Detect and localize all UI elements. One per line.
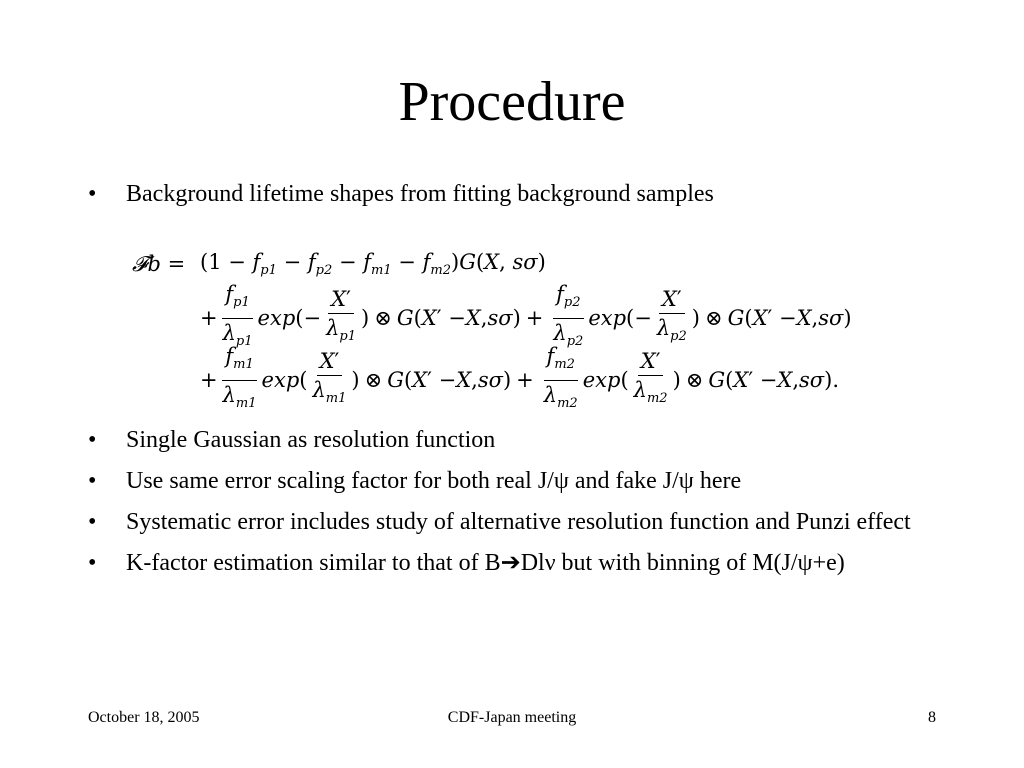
equation-term: $(1 - f_{p1} - f_{p2} - f_{m1} - f_{m2})G(X$, sσ) [200, 249, 546, 279]
footer-date: October 18, 2005 [88, 709, 200, 726]
bullet-item [88, 506, 948, 539]
bullet-list-top [88, 178, 948, 211]
bullet-text: Use same error scaling factor for both real J/ψ and fake J/ψ here [126, 468, 742, 494]
bullet-item [88, 424, 948, 457]
bullet-item [88, 465, 948, 498]
bullet-dot: • [88, 509, 97, 535]
equation-row-1 [132, 244, 546, 284]
bullet-item [88, 547, 948, 580]
footer-page-number: 8 [928, 709, 936, 726]
equation-fraction: $\frac{X'}{\lambda_{m1}}$ [312, 348, 347, 407]
background-lifetime-equation [132, 242, 912, 412]
bullet-text: Single Gaussian as resolution function [126, 427, 496, 453]
equation-fraction: $\frac{X'}{\lambda_{p1}}$ [326, 286, 356, 345]
bullet-dot: • [88, 427, 97, 453]
equation-fraction: $\frac{X'}{\lambda_{p2}}$ [656, 286, 687, 345]
equation-fraction: $\frac{f_{p2}}{\lambda_{p2}}$ [553, 282, 584, 349]
slide-title: Procedure [398, 71, 626, 133]
bullet-text: Systematic error includes study of alternative resolution function and Punzi effect [126, 509, 911, 535]
bullet-dot: • [88, 181, 97, 207]
equation-fraction: $\frac{f_{m2}}{\lambda_{m2}}$ [543, 344, 578, 411]
equation-row-3: + $\frac{f_{m1}}{\lambda_{m1}}$ exp ( $\frac{X'}{\lambda_{m1}}$ ) ⊗ G ( X ′ − X , sσ ) + $\frac{f_{m2}}{\lambda_{m2}}$ exp ( $\frac{X'}{\lambda_{m2}}$ ) ⊗ G ( X ′ − X , sσ ). [132, 350, 839, 410]
equation-fraction: $\frac{X'}{\lambda_{m2}}$ [633, 348, 668, 407]
bullet-dot: • [88, 468, 97, 494]
footer-meeting-name: CDF-Japan meeting [447, 709, 577, 726]
equation-row-2: + $\frac{f_{p1}}{\lambda_{p1}}$ exp (− $\frac{X'}{\lambda_{p1}}$ ) ⊗ G ( X ′ − X , sσ ) + $\frac{f_{p2}}{\lambda_{p2}}$ exp (− $\frac{X'}{\lambda_{p2}}$ ) ⊗ G ( X ′ − X , sσ ) [132, 288, 852, 348]
bullet-item [88, 178, 948, 211]
bullet-dot: • [88, 550, 97, 576]
bullet-text: K-factor estimation similar to that of B➔Dlν but with binning of M(J/ψ+e) [126, 550, 845, 576]
equation-lhs: 𝓕b = [132, 251, 186, 276]
bullet-text: Background lifetime shapes from fitting background samples [126, 181, 714, 207]
equation-fraction: $\frac{f_{m1}}{\lambda_{m1}}$ [222, 344, 257, 411]
bullet-list-bottom [88, 424, 948, 588]
equation-fraction: $\frac{f_{p1}}{\lambda_{p1}}$ [222, 282, 253, 349]
